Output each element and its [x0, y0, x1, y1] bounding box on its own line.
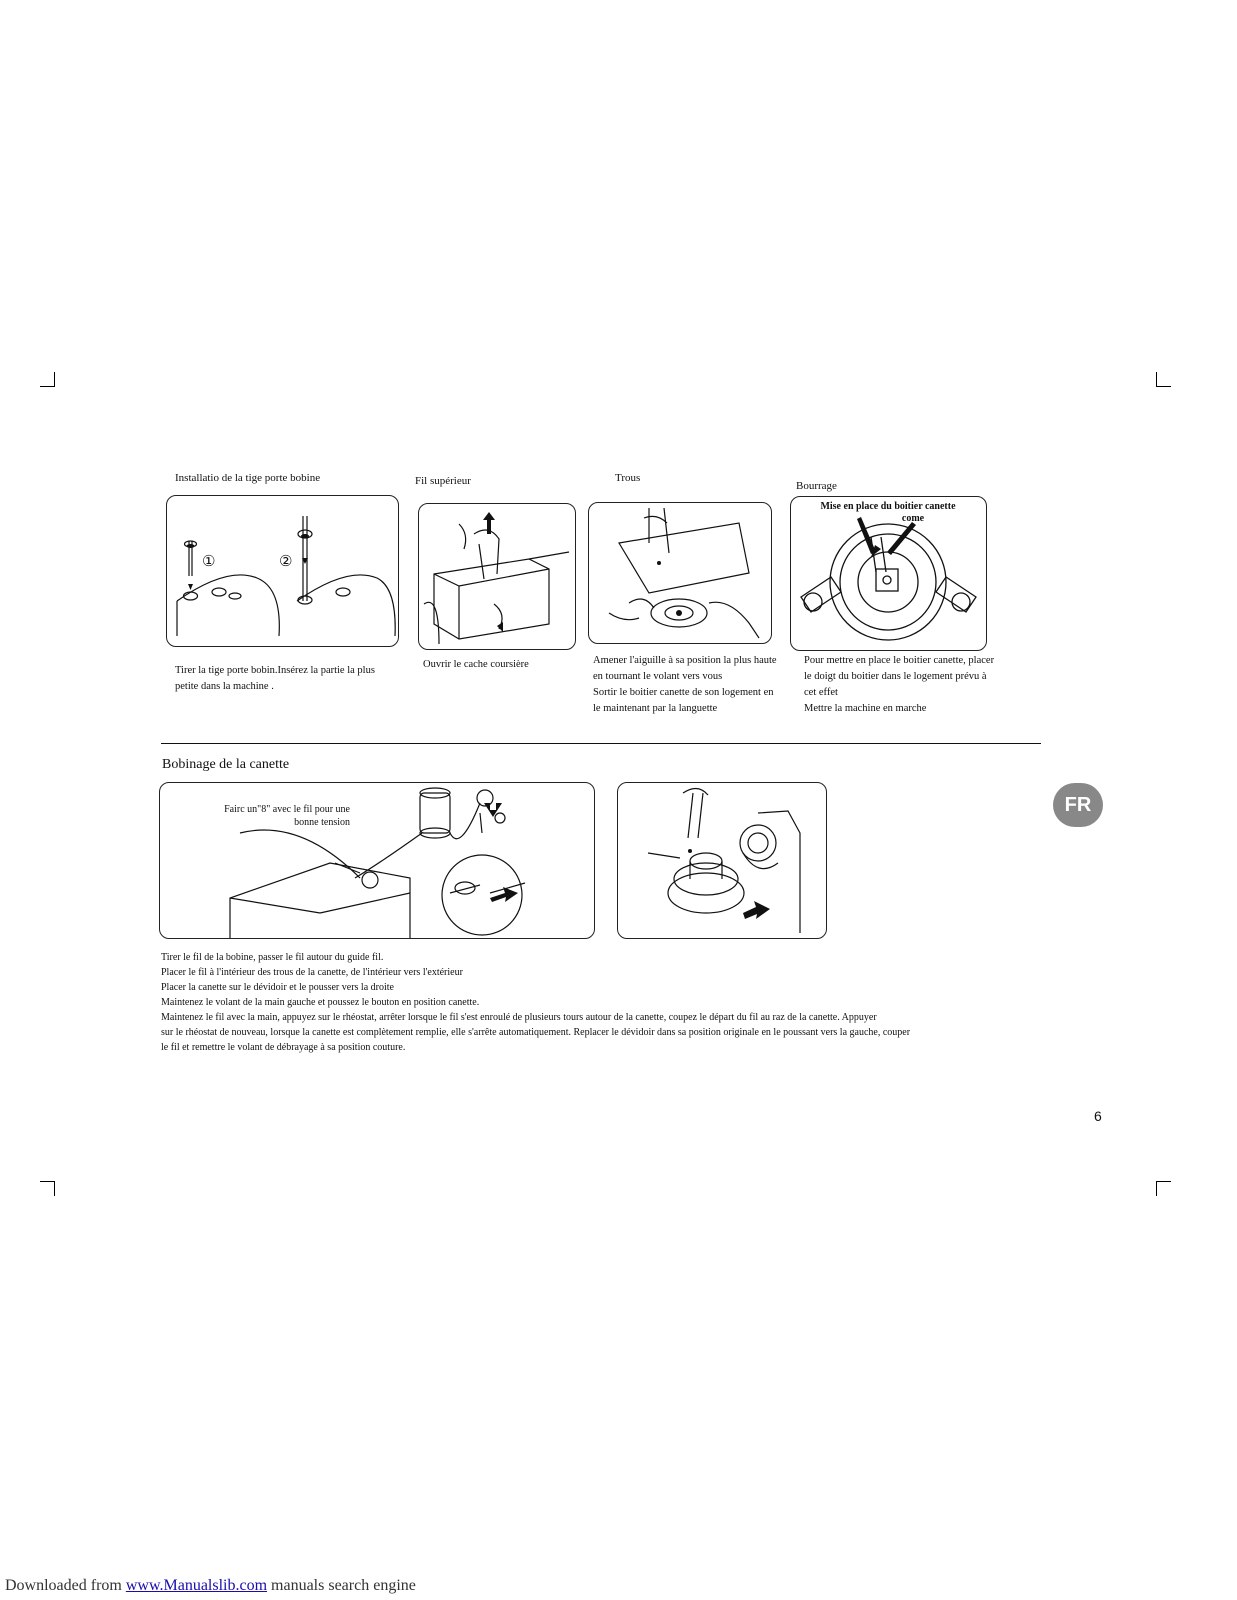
figure-note-line2: bonne tension: [294, 817, 350, 828]
crop-mark-bottom-left: [40, 1181, 55, 1196]
section-divider: [161, 743, 1041, 744]
jam-figure: [790, 496, 987, 651]
caption-line: le doigt du boitier dans le logement prévu à: [804, 671, 987, 682]
caption-line: Pour mettre en place le boitier canette, placer: [804, 655, 995, 666]
instruction-line: Placer le fil à l'intérieur des trous de la canette, de l'intérieur vers l'extérieur: [161, 967, 463, 978]
instruction-line: Tirer le fil de la bobine, passer le fil autour du guide fil.: [161, 952, 384, 963]
instruction-line: le fil et remettre le volant de débrayage à sa position couture.: [161, 1042, 406, 1053]
step-two-mark: ②: [279, 552, 293, 570]
winding-figure-left: [159, 782, 595, 939]
figure-label-line1: Mise en place du boitier canette: [820, 501, 956, 512]
jam-caption: [804, 653, 1014, 717]
holes-caption: [593, 653, 793, 717]
step-one-mark: ①: [202, 552, 216, 570]
caption-line: cet effet: [804, 687, 838, 698]
bobbin-winder-illustration: [618, 783, 826, 938]
jam-title: Bourrage: [796, 480, 837, 492]
bobbin-winding-title: Bobinage de la canette: [162, 757, 290, 772]
caption-line: petite dans la machine .: [175, 681, 274, 692]
page-number: 6: [1094, 1108, 1102, 1124]
shuttle-cover-illustration: [419, 504, 575, 649]
figure-note-line1: Fairc un"8" avec le fil pour une: [224, 804, 350, 815]
spool-pin-illustration: [167, 496, 398, 646]
spool-pin-title: Installatio de la tige porte bobine: [175, 472, 321, 484]
caption-line: le maintenant par la languette: [593, 703, 718, 714]
instruction-line: Placer la canette sur le dévidoir et le pousser vers la droite: [161, 982, 394, 993]
crop-mark-top-right: [1156, 372, 1171, 387]
winding-figure-right: [617, 782, 827, 939]
instruction-line: sur le rhéostat de nouveau, lorsque la canette est complètement remplie, elle s'arrête automatiquement. Replacer le dévidoir dans sa position originale en le poussant vers la gauche, couper: [161, 1027, 911, 1038]
crop-mark-bottom-right: [1156, 1181, 1171, 1196]
caption-line: Amener l'aiguille à sa position la plus haute: [593, 655, 777, 666]
footer-prefix: Downloaded from: [5, 1577, 126, 1594]
spool-pin-caption: [175, 663, 405, 695]
footer: [5, 1577, 416, 1595]
language-badge: FR: [1053, 783, 1103, 827]
upper-thread-title: Fil supérieur: [415, 475, 471, 487]
caption-line: Tirer la tige porte bobin.Insérez la partie la plus: [175, 665, 375, 676]
winding-instructions: [161, 950, 1031, 1055]
bobbin-case-removal-illustration: [589, 503, 771, 643]
upper-thread-caption: Ouvrir le cache coursière: [423, 659, 529, 670]
crop-mark-top-left: [40, 372, 55, 387]
spool-pin-figure: [166, 495, 399, 647]
bobbin-case-placement-illustration: [791, 497, 986, 650]
instruction-line: Maintenez le fil avec la main, appuyez sur le rhéostat, arrêter lorsque le fil s'est enroulé de plusieurs tours autour de la canette, coupez le départ du fil au raz de la canette. Appuyer: [161, 1012, 877, 1023]
instruction-line: Maintenez le volant de la main gauche et poussez le bouton en position canette.: [161, 997, 480, 1008]
thread-guide-illustration: [160, 783, 594, 938]
upper-thread-figure: [418, 503, 576, 650]
footer-suffix: manuals search engine: [267, 1577, 416, 1594]
caption-line: Mettre la machine en marche: [804, 703, 927, 714]
holes-figure: [588, 502, 772, 644]
manualslib-link[interactable]: www.Manualslib.com: [125, 1577, 268, 1594]
figure-label-line2: come: [901, 513, 925, 524]
caption-line: Sortir le boitier canette de son logement en: [593, 687, 774, 698]
caption-line: en tournant le volant vers vous: [593, 671, 723, 682]
holes-title: Trous: [615, 472, 641, 484]
